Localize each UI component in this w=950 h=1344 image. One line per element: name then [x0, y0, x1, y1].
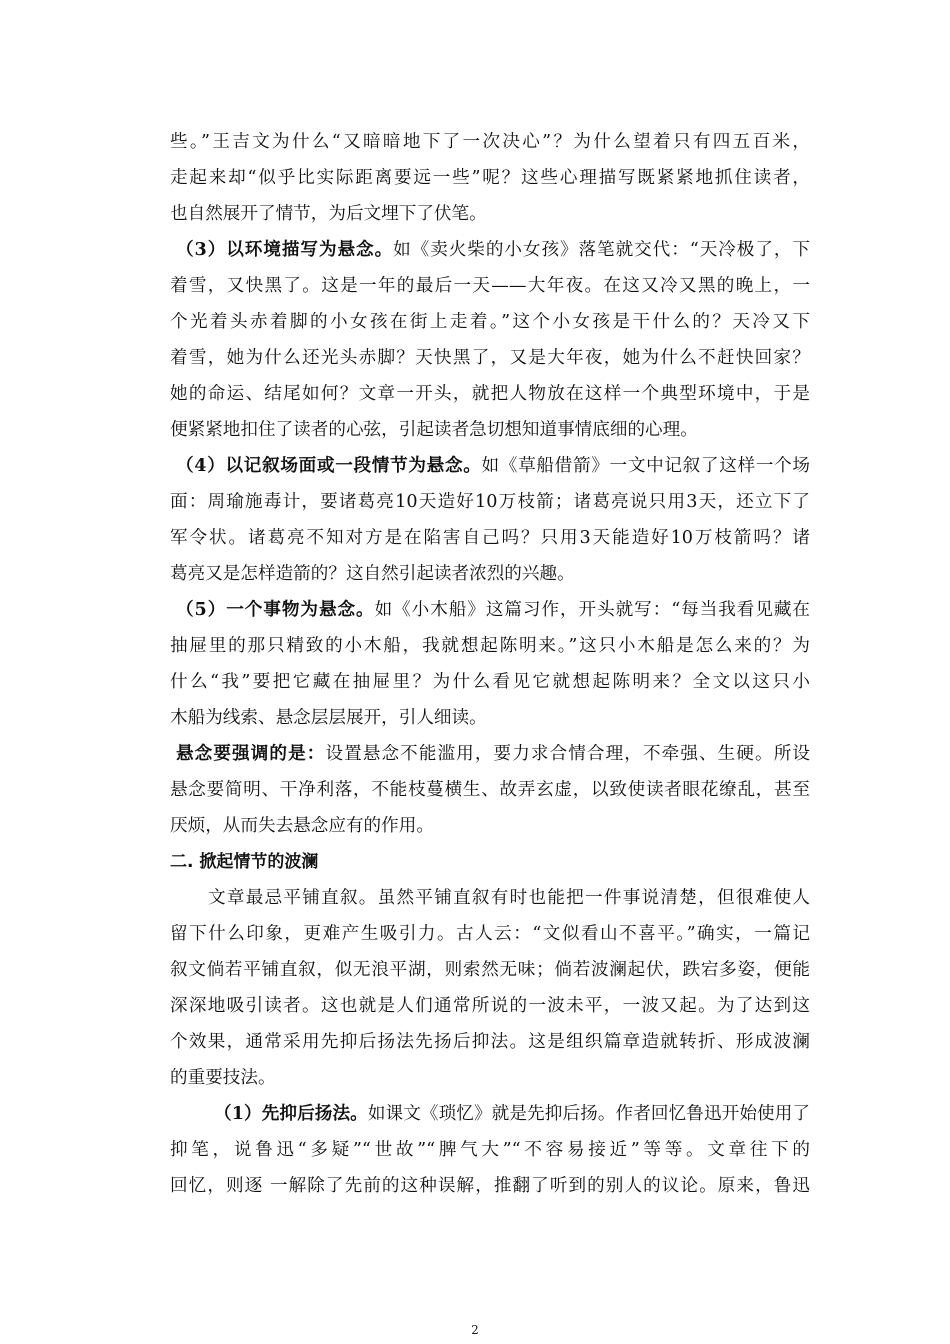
text-line: 厌烦，从而失去悬念应有的作用。 [170, 816, 434, 836]
text-line: 什么“我”要把它藏在抽屉里？为什么看见它就想起陈明来？全文以这只小 [170, 672, 810, 692]
text-line: 个光着头赤着脚的小女孩在街上走着。”这个小女孩是干什么的？天冷又下 [170, 312, 810, 332]
section-4-text: 如《草船借箭》一文中记叙了这样一个场 [481, 456, 810, 476]
text-line: 文章最忌平铺直叙。虽然平铺直叙有时也能把一件事说清楚，但很难使人 [208, 888, 810, 908]
text-line: 悬念要简明、干净利落，不能枝蔓横生、故弄玄虚，以致使读者眼花缭乱，甚至 [170, 780, 810, 800]
section-1-first-line [170, 1096, 810, 1132]
text-line: 些。”王吉文为什么“又暗暗地下了一次决心”？为什么望着只有四五百米， [170, 132, 810, 152]
text-line: 走起来却“似乎比实际距离要远一些”呢？这些心理描写既紧紧地抓住读者， [170, 168, 810, 188]
text-line: 便紧紧地扣住了读者的心弦，引起读者急切想知道事情底细的心理。 [170, 420, 698, 440]
document-page [170, 124, 810, 1204]
section-1-text: 如课文《琐忆》就是先抑后扬。作者回忆鲁迅开始使用了 [367, 1104, 810, 1124]
text-line: 木船为线索、悬念层层展开，引人细读。 [170, 708, 487, 728]
section-1-heading: （1）先抑后扬法。 [214, 1103, 368, 1124]
emphasis-text: 设置悬念不能滥用，要力求合情合理，不牵强、生硬。所设 [325, 744, 810, 764]
emphasis-heading: 悬念要强调的是： [176, 743, 326, 764]
text-line: 个效果，通常采用先抑后扬法先扬后抑法。这是组织篇章造就转折、形成波澜 [170, 1032, 810, 1052]
text-line: 葛亮又是怎样造箭的？这自然引起读者浓烈的兴趣。 [170, 564, 575, 584]
text-line: 回忆，则逐 一解除了先前的这种误解，推翻了听到的别人的议论。原来，鲁迅 [170, 1176, 810, 1196]
section-4-first-line [170, 448, 810, 484]
section-5-text: 如《小木船》这篇习作，开头就写：“每当我看见藏在 [374, 600, 810, 620]
text-line: 叙文倘若平铺直叙，似无浪平湖，则索然无味；倘若波澜起伏，跌宕多姿，便能 [170, 960, 810, 980]
section-3-heading: （3）以环境描写为悬念。 [176, 239, 394, 260]
text-line: 军令状。诸葛亮不知对方是在陷害自己吗？只用3天能造好10万枝箭吗？诸 [170, 528, 810, 548]
section-4-heading: （4）以记叙场面或一段情节为悬念。 [176, 455, 482, 476]
text-line: 着雪，她为什么还光头赤脚？天快黑了，又是大年夜，她为什么不赶快回家？ [170, 348, 810, 368]
text-line: 抽屉里的那只精致的小木船，我就想起陈明来。”这只小木船是怎么来的？为 [170, 636, 810, 656]
text-line: 抑笔，说鲁迅“多疑”“世故”“脾气大”“不容易接近”等等。文章往下的 [170, 1140, 810, 1160]
part-2-heading: 二. 掀起情节的波澜 [170, 852, 319, 872]
text-line: 留下什么印象，更难产生吸引力。古人云：“文似看山不喜平。”确实，一篇记 [170, 924, 810, 944]
text-line: 她的命运、结尾如何？文章一开头，就把人物放在这样一个典型环境中，于是 [170, 384, 810, 404]
page-number: 2 [471, 1323, 479, 1337]
section-3-text: 如《卖火柴的小女孩》落笔就交代：“天冷极了，下 [393, 240, 810, 260]
text-line: 着雪，又快黑了。这是一年的最后一天——大年夜。在这又冷又黑的晚上，一 [170, 276, 810, 296]
text-line: 也自然展开了情节，为后文埋下了伏笔。 [170, 204, 487, 224]
text-line: 深深地吸引读者。这也就是人们通常所说的一波未平，一波又起。为了达到这 [170, 996, 810, 1016]
emphasis-first-line [170, 736, 810, 772]
section-3-first-line [170, 232, 810, 268]
text-line: 的重要技法。 [170, 1068, 276, 1088]
section-5-first-line [170, 592, 810, 628]
section-5-heading: （5）一个事物为悬念。 [176, 599, 375, 620]
text-line: 面：周瑜施毒计，要诸葛亮10天造好10万枝箭；诸葛亮说只用3天，还立下了 [170, 492, 810, 512]
